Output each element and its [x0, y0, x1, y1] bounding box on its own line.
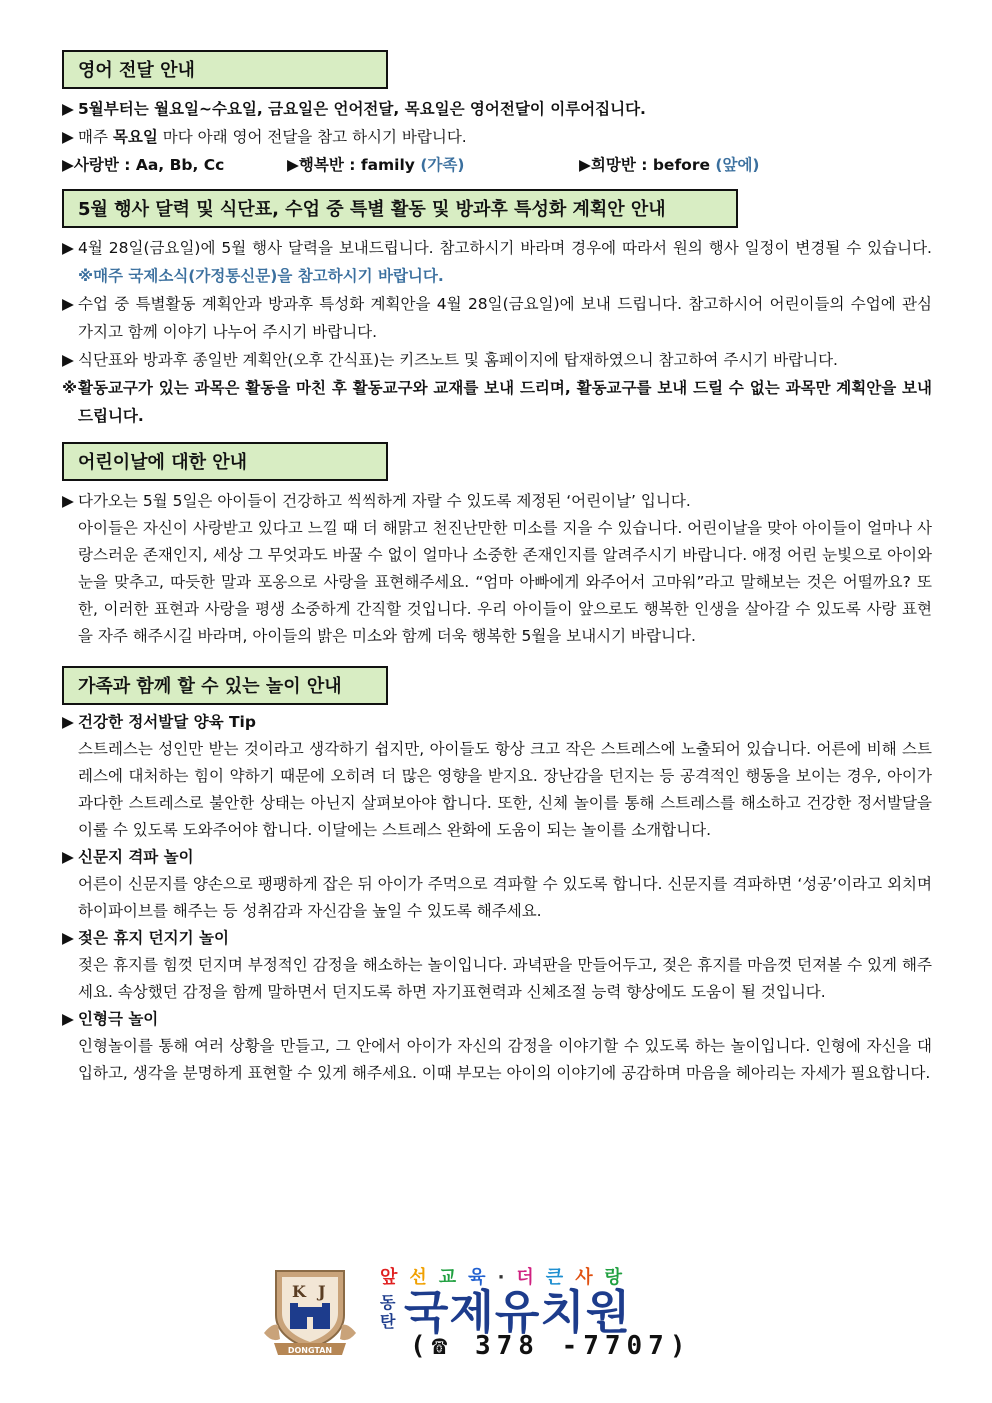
- tip-body-newspaper: 어른이 신문지를 양손으로 팽팽하게 잡은 뒤 아이가 주먹으로 격파할 수 있도록 합니다. 신문지를 격파하면 ‘성공’이라고 외치며 하이파이브를 해주는 등 성취감과 자신감을 높일 수 있도록 해주세요.: [78, 875, 932, 920]
- kindergarten-phone: (☎ 378 -7707): [410, 1331, 692, 1361]
- section-title-english: 영어 전달 안내: [62, 50, 388, 89]
- english-line-2: ▶ 매주 목요일 마다 아래 영어 전달을 참고 하시기 바랍니다.: [62, 123, 932, 151]
- tip-title-puppet: ▶ 인형극 놀이: [62, 1006, 932, 1033]
- svg-text:J: J: [318, 1282, 326, 1301]
- section-title-childrens-day: 어린이날에 대한 안내: [62, 442, 388, 481]
- english-line-1: ▶ 5월부터는 월요일~수요일, 금요일은 언어전달, 목요일은 영어전달이 이루어집니다.: [62, 95, 932, 123]
- svg-text:DONGTAN: DONGTAN: [287, 1346, 333, 1355]
- kindergarten-footer: [262, 1263, 702, 1363]
- slogan-char: 랑: [604, 1267, 634, 1288]
- slogan-char: ·: [497, 1267, 517, 1288]
- arrow-icon: ▶: [287, 156, 299, 174]
- class-haengbok: ▶행복반 : family (가족): [287, 156, 465, 174]
- svg-text:K: K: [292, 1282, 306, 1301]
- slogan-char: 사: [575, 1267, 605, 1288]
- english-class-row: [62, 151, 932, 179]
- events-paragraph-1: ▶ 4월 28일(금요일)에 5월 행사 달력을 보내드립니다. 참고하시기 바라며 경우에 따라서 원의 행사 일정이 변경될 수 있습니다. ※매주 국제소식(가정통신문)을 참고하시기 바랍니다.: [62, 234, 932, 290]
- arrow-icon: ▶: [62, 492, 74, 510]
- arrow-icon: ▶: [62, 156, 74, 174]
- section-title-family-play: 가족과 함께 할 수 있는 놀이 안내: [62, 666, 388, 705]
- slogan-char: 교: [438, 1267, 469, 1288]
- newsletter-page: [62, 50, 932, 1087]
- arrow-icon: ▶: [62, 351, 74, 369]
- slogan-char: 육: [468, 1267, 498, 1288]
- class-huimang: ▶희망반 : before (앞에): [579, 156, 760, 174]
- tip-body-tissue: 젖은 휴지를 힘껏 던지며 부정적인 감정을 해소하는 놀이입니다. 과녁판을 만들어두고, 젖은 휴지를 마음껏 던져볼 수 있게 해주세요. 속상했던 감정을 함께 말하면서 던지도록 하면 자기표현력과 신체조절 능력 향상에도 도움이 될 것입니다.: [78, 956, 932, 1001]
- section-title-may-events: 5월 행사 달력 및 식단표, 수업 중 특별 활동 및 방과후 특성화 계획안 안내: [62, 189, 738, 228]
- arrow-icon: ▶: [62, 239, 74, 257]
- arrow-icon: ▶: [62, 100, 74, 118]
- events-paragraph-3: ▶ 식단표와 방과후 종일반 계획안(오후 간식표)는 키즈노트 및 홈페이지에 탑재하였으니 참고하여 주시기 바랍니다.: [62, 346, 932, 374]
- events-paragraph-2: ▶ 수업 중 특별활동 계획안과 방과후 특성화 계획안을 4월 28일(금요일)에 보내 드립니다. 참고하시어 어린이들의 수업에 관심 가지고 함께 이야기 나누어 주시기 바랍니다.: [62, 290, 932, 346]
- kindergarten-name: 국제유치원: [404, 1285, 632, 1339]
- kindergarten-crest-logo: [262, 1263, 358, 1363]
- childrens-day-intro: ▶ 다가오는 5월 5일은 아이들이 건강하고 씩씩하게 자랄 수 있도록 제정된 ‘어린이날’ 입니다.: [62, 487, 932, 515]
- events-note: ※ 활동교구가 있는 과목은 활동을 마친 후 활동교구와 교재를 보내 드리며, 활동교구를 보내 드릴 수 없는 과목만 계획안을 보내 드립니다.: [62, 374, 932, 430]
- tip-body-emotion: 스트레스는 성인만 받는 것이라고 생각하기 쉽지만, 아이들도 항상 크고 작은 스트레스에 노출되어 있습니다. 어른에 비해 스트레스에 대처하는 힘이 약하기 때문에 오히려 더 많은 영향을 받지요. 장난감을 던지는 등 공격적인 행동을 보이는 경우, 아이가 과다한 스트레스로 불안한 상태는 아닌지 살펴보아야 합니다. 또한, 신체 놀이를 통해 스트레스를 해소하고 건강한 정서발달을 이룰 수 있도록 도와주어야 합니다. 이달에는 스트레스 완화에 도움이 되는 놀이를 소개합니다.: [78, 740, 932, 839]
- childrens-day-body: 아이들은 자신이 사랑받고 있다고 느낄 때 더 해맑고 천진난만한 미소를 지을 수 있습니다. 어린이날을 맞아 아이들이 얼마나 사랑스러운 존재인지, 세상 그 무엇과도 바꿀 수 없이 얼마나 소중한 존재인지를 알려주시기 바랍니다. 애정 어린 눈빛으로 아이와 눈을 맞추고, 따듯한 말과 포옹으로 사랑을 표현해주세요. “엄마 아빠에게 와주어서 고마워”라고 말해보는 것은 어떨까요? 또한, 이러한 표현과 사랑을 평생 소중하게 간직할 것입니다. 우리 아이들이 앞으로도 행복한 인생을 살아갈 수 있도록 사랑 표현을 자주 해주시길 바라며, 아이들의 밝은 미소와 함께 더욱 행복한 5월을 보내시기 바랍니다.: [78, 519, 932, 645]
- arrow-icon: ▶: [62, 929, 74, 947]
- class-sarang: ▶사랑반 : Aa, Bb, Cc: [62, 156, 225, 174]
- tip-body-puppet: 인형놀이를 통해 여러 상황을 만들고, 그 안에서 아이가 자신의 감정을 이야기할 수 있도록 하는 놀이입니다. 인형에 자신을 대입하고, 생각을 분명하게 표현할 수 있게 해주세요. 이때 부모는 아이의 이야기에 공감하며 마음을 헤아리는 자세가 필요합니다.: [78, 1037, 932, 1082]
- slogan-char: 더: [516, 1267, 546, 1288]
- slogan-char: 큰: [545, 1267, 576, 1288]
- tip-title-tissue: ▶ 젖은 휴지 던지기 놀이: [62, 925, 932, 952]
- slogan-char: 선: [409, 1267, 439, 1288]
- note-icon: ※: [62, 379, 78, 397]
- arrow-icon: ▶: [579, 156, 591, 174]
- footer-dongtan: 동 탄: [380, 1293, 396, 1331]
- tip-title-emotion: ▶ 건강한 정서발달 양육 Tip: [62, 709, 932, 736]
- arrow-icon: ▶: [62, 713, 74, 731]
- tip-title-newspaper: ▶ 신문지 격파 놀이: [62, 844, 932, 871]
- arrow-icon: ▶: [62, 848, 74, 866]
- slogan-char: 앞: [380, 1267, 410, 1288]
- arrow-icon: ▶: [62, 1010, 74, 1028]
- arrow-icon: ▶: [62, 128, 74, 146]
- arrow-icon: ▶: [62, 295, 74, 313]
